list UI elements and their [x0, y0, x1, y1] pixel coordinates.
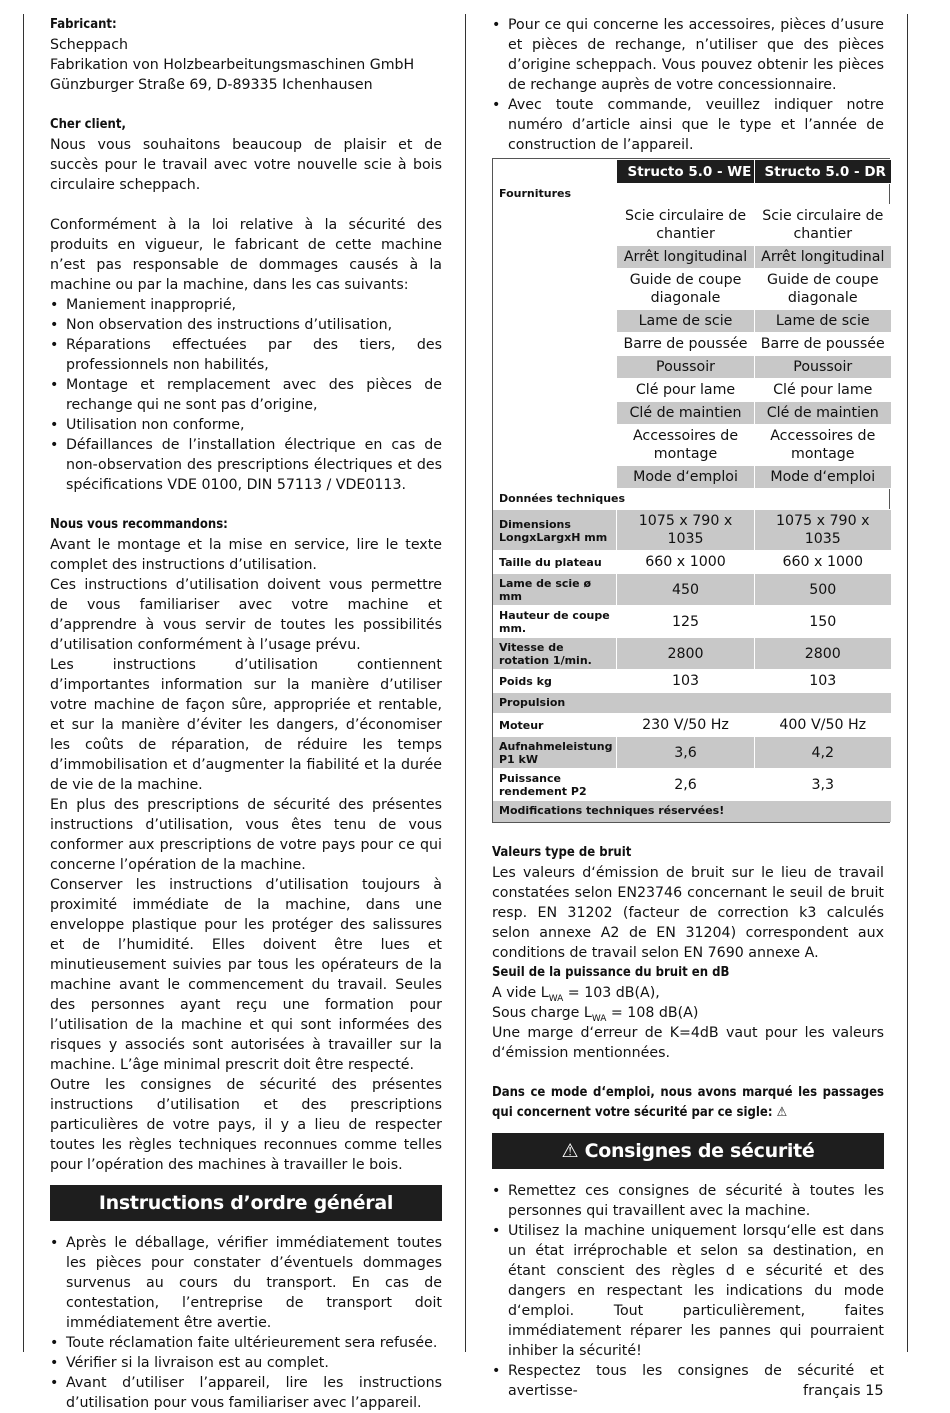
- table-cell: 1075 x 790 x 1035: [754, 510, 891, 551]
- table-cell: Accessoires de montage: [754, 425, 891, 466]
- table-cell: 400 V/50 Hz: [754, 714, 891, 737]
- section-label: Données techniques: [493, 489, 891, 510]
- section-label: Propulsion: [493, 693, 891, 714]
- table-row: [493, 769, 891, 801]
- row-label: Puissance rendement P2: [493, 769, 617, 801]
- table-row: [493, 356, 891, 379]
- table-cell: Mode d‘emploi: [754, 466, 891, 489]
- list-item: • Non observation des instructions d’utilisation,: [50, 315, 442, 335]
- left-column: [50, 15, 442, 1413]
- general-instructions-banner: Instructions d’ordre général: [50, 1185, 442, 1221]
- table-section-row: [493, 693, 891, 714]
- liability-list: [50, 295, 442, 495]
- row-label: Aufnahmeleistung P1 kW: [493, 737, 617, 769]
- general-list: [50, 1233, 442, 1413]
- list-item: • Défaillances de l’installation électrique en cas de non-observation des prescriptions électriques et des spécifications VDE 0100, DIN 57113 / VDE0113.: [50, 435, 442, 495]
- list-item: • Avant d’utiliser l’appareil, lire les instructions d’utilisation pour vous familiariser avec l’appareil.: [50, 1373, 442, 1413]
- recommend-heading: Nous vous recommandons:: [50, 517, 228, 532]
- list-item: • Après le déballage, vérifier immédiatement toutes les pièces pour constater d’éventuels dommages survenus au cours du transport. En cas de contestation, l’entreprise de transport doit immédiatement être avertie.: [50, 1233, 442, 1333]
- manufacturer-line: Scheppach: [50, 37, 129, 53]
- table-cell: 3,6: [617, 737, 754, 769]
- table-cell: Accessoires de montage: [617, 425, 754, 466]
- table-row: [493, 333, 891, 356]
- noise-load: Sous charge $L_{WA} = 108$ dB(A): [492, 1004, 699, 1024]
- table-row: [493, 737, 891, 769]
- section-label: Modifications techniques réservées!: [493, 801, 891, 822]
- table-cell: 103: [754, 670, 891, 693]
- table-section-row: [493, 184, 891, 205]
- table-cell: 2800: [617, 638, 754, 670]
- list-item: • Vérifier si la livraison est au complet.: [50, 1353, 442, 1373]
- table-cell: 3,3: [754, 769, 891, 801]
- list-item: • Utilisez la machine uniquement lorsqu‘elle est dans un état irréprochable et selon sa destination, en étant conscient des règles d e sécurité et des dangers en respectant les indications du mode d‘emploi. Tout particulièrement, faites immédiatement réparer les pannes qui pourraient inhiber la sécurité!: [492, 1221, 884, 1361]
- section-label: Fournitures: [493, 184, 891, 205]
- table-cell: 103: [617, 670, 754, 693]
- table-cell: Poussoir: [617, 356, 754, 379]
- list-item: • Toute réclamation faite ultérieurement sera refusée.: [50, 1333, 442, 1353]
- row-label: [493, 379, 617, 402]
- table-cell: Mode d‘emploi: [617, 466, 754, 489]
- list-item: • Pour ce qui concerne les accessoires, pièces d’usure et pièces de rechange, n’utiliser que des pièces d’origine scheppach. Vous pouvez obtenir les pièces de rechange auprès de votre concessionnaire.: [492, 15, 884, 95]
- column-header: Structo 5.0 - WE: [617, 160, 754, 184]
- table-cell: Clé de maintien: [617, 402, 754, 425]
- row-label: [493, 205, 617, 246]
- list-item: • Montage et remplacement avec des pièces de rechange qui ne sont pas d’origine,: [50, 375, 442, 415]
- recommend-paragraph: Ces instructions d’utilisation doivent vous permettre de vous familiariser avec votre machine et d’apprendre à vous servir de toutes les possibilités d’utilisation conformément à l’usage prévu.: [50, 577, 442, 653]
- table-cell: 450: [617, 574, 754, 606]
- table-row: [493, 714, 891, 737]
- right-column: [492, 15, 884, 1401]
- row-label: [493, 333, 617, 356]
- table-cell: Scie circulaire de chantier: [754, 205, 891, 246]
- table-cell: Guide de coupe diagonale: [617, 269, 754, 310]
- liability-text: Conformément à la loi relative à la sécurité des produits en vigueur, le fabricant de cette machine n’est pas responsable de dommages causés à la machine ou par la machine, dans les cas suivants:: [50, 217, 442, 293]
- table-section-row: [493, 801, 891, 822]
- noise-margin: Une marge d‘erreur de K=4dB vaut pour les valeurs d‘émission mentionnées.: [492, 1024, 884, 1061]
- table-section-row: [493, 489, 891, 510]
- noise-idle: A vide $L_{WA} = 103$ dB(A),: [492, 984, 660, 1004]
- row-label: Moteur: [493, 714, 617, 737]
- row-label: [493, 356, 617, 379]
- table-row: [493, 205, 891, 246]
- intro-list: [492, 15, 884, 155]
- table-cell: Arrêt longitudinal: [754, 246, 891, 269]
- noise-power-heading: Seuil de la puissance du bruit en dB: [492, 964, 730, 980]
- table-cell: 125: [617, 606, 754, 638]
- table-cell: 4,2: [754, 737, 891, 769]
- center-column-rule: [465, 14, 466, 1352]
- list-item: • Remettez ces consignes de sécurité à toutes les personnes qui travaillent avec la machine.: [492, 1181, 884, 1221]
- table-cell: Clé de maintien: [754, 402, 891, 425]
- noise-heading: Valeurs type de bruit: [492, 844, 632, 860]
- table-row: [493, 574, 891, 606]
- table-row: [493, 246, 891, 269]
- recommend-paragraph: Outre les consignes de sécurité des présentes instructions d’utilisation et des prescriptions particulières de votre pays, il y a lieu de respecter toutes les règles techniques reconnues comme telles pour l’opération des machines à travailler le bois.: [50, 1077, 442, 1173]
- row-label: Hauteur de coupe mm.: [493, 606, 617, 638]
- table-cell: 150: [754, 606, 891, 638]
- table-row: [493, 379, 891, 402]
- safety-note: Dans ce mode d‘emploi, nous avons marqué les passages qui concernent votre sécurité par ce sigle: ⚠: [492, 1083, 884, 1123]
- list-item: • Maniement inapproprié,: [50, 295, 442, 315]
- list-item: • Réparations effectuées par des tiers, des professionnels non habilités,: [50, 335, 442, 375]
- table-cell: 660 x 1000: [754, 551, 891, 574]
- row-label: [493, 466, 617, 489]
- row-label: Taille du plateau: [493, 551, 617, 574]
- dear-text: Nous vous souhaitons beaucoup de plaisir et de succès pour le travail avec votre nouvelle scie à bois circulaire scheppach.: [50, 137, 442, 193]
- row-label: [493, 425, 617, 466]
- table-cell: Guide de coupe diagonale: [754, 269, 891, 310]
- noise-text: Les valeurs d‘émission de bruit sur le lieu de travail constatées selon EN23746 concernant le seuil de bruit resp. EN 31202 (facteur de correction k3 calculés selon annexe A2 de EN 31204) correspondent aux conditions de travail selon EN 7690 annexe A.: [492, 864, 884, 961]
- list-item: • Respectez tous les consignes de sécurité et avertisse-: [492, 1361, 884, 1401]
- table-cell: Lame de scie: [617, 310, 754, 333]
- row-label: [493, 402, 617, 425]
- table-row: [493, 670, 891, 693]
- manufacturer-line: Fabrikation von Holzbearbeitungsmaschinen GmbH: [50, 57, 415, 73]
- table-cell: Clé pour lame: [754, 379, 891, 402]
- table-row: [493, 269, 891, 310]
- table-cell: 2800: [754, 638, 891, 670]
- row-label: [493, 246, 617, 269]
- table-cell: Barre de poussée: [754, 333, 891, 356]
- table-cell: Barre de poussée: [617, 333, 754, 356]
- table-row: [493, 310, 891, 333]
- warning-triangle-icon: ⚠: [561, 1139, 579, 1162]
- table-row: [493, 466, 891, 489]
- table-cell: Clé pour lame: [617, 379, 754, 402]
- row-label: Dimensions LongxLargxH mm: [493, 510, 617, 551]
- recommend-paragraph: Les instructions d’utilisation contiennent d’importantes information sur la manière d’utiliser votre machine de façon sûre, appropriée et rentable, et sur la manière d’éviter les dangers, d’économiser les coûts de réparation, de réduire les temps d’immobilisation et d’augmenter la fiabilité et la durée de vie de la machine.: [50, 657, 442, 793]
- recommend-paragraph: Avant le montage et la mise en service, lire le texte complet des instructions d’utilisation.: [50, 537, 442, 573]
- table-row: [493, 638, 891, 670]
- row-label: Vitesse de rotation 1/min.: [493, 638, 617, 670]
- row-label: Lame de scie ø mm: [493, 574, 617, 606]
- table-cell: 230 V/50 Hz: [617, 714, 754, 737]
- table-header-row: [493, 160, 891, 184]
- table-cell: 500: [754, 574, 891, 606]
- table-cell: 2,6: [617, 769, 754, 801]
- safety-list: [492, 1181, 884, 1401]
- safety-banner: ⚠ Consignes de sécurité: [492, 1133, 884, 1169]
- right-margin-rule: [907, 14, 908, 1352]
- manufacturer-line: Günzburger Straße 69, D-89335 Ichenhausen: [50, 77, 373, 93]
- recommend-paragraph: En plus des prescriptions de sécurité des présentes instructions d’utilisation, vous êtes tenu de vous conformer aux prescriptions de votre pays pour ce qui concerne l’opération de la machine.: [50, 797, 442, 873]
- left-margin-rule: [23, 14, 24, 1352]
- warning-triangle-icon: ⚠: [776, 1104, 788, 1120]
- column-header: Structo 5.0 - DR: [754, 160, 891, 184]
- page-footer: français 15: [803, 1383, 884, 1399]
- row-label: [493, 310, 617, 333]
- row-label: [493, 269, 617, 310]
- spec-table: [492, 158, 890, 823]
- table-row: [493, 425, 891, 466]
- table-row: [493, 402, 891, 425]
- list-item: • Utilisation non conforme,: [50, 415, 442, 435]
- recommend-paragraph: Conserver les instructions d’utilisation toujours à proximité immédiate de la machine, dans une enveloppe plastique pour les protéger des salissures et de l’humidité. Elles doivent être lues et minutieusement suivies par tous les opérateurs de la machine avant le commencement du travail. Seules des personnes ayant reçu une formation pour l’utilisation de la machine et qui sont informées des risques y associés sont autorisées à travailler sur la machine. L’âge minimal prescrit doit être respecté.: [50, 877, 442, 1073]
- table-cell: 660 x 1000: [617, 551, 754, 574]
- table-cell: Scie circulaire de chantier: [617, 205, 754, 246]
- list-item: • Avec toute commande, veuillez indiquer notre numéro d’article ainsi que le type et l’année de construction de l’appareil.: [492, 95, 884, 155]
- table-cell: Poussoir: [754, 356, 891, 379]
- row-label: Poids kg: [493, 670, 617, 693]
- table-row: [493, 510, 891, 551]
- manufacturer-heading: Fabricant:: [50, 17, 117, 32]
- dear-heading: Cher client,: [50, 117, 126, 132]
- table-cell: 1075 x 790 x 1035: [617, 510, 754, 551]
- table-cell: Lame de scie: [754, 310, 891, 333]
- table-row: [493, 606, 891, 638]
- table-row: [493, 551, 891, 574]
- table-cell: Arrêt longitudinal: [617, 246, 754, 269]
